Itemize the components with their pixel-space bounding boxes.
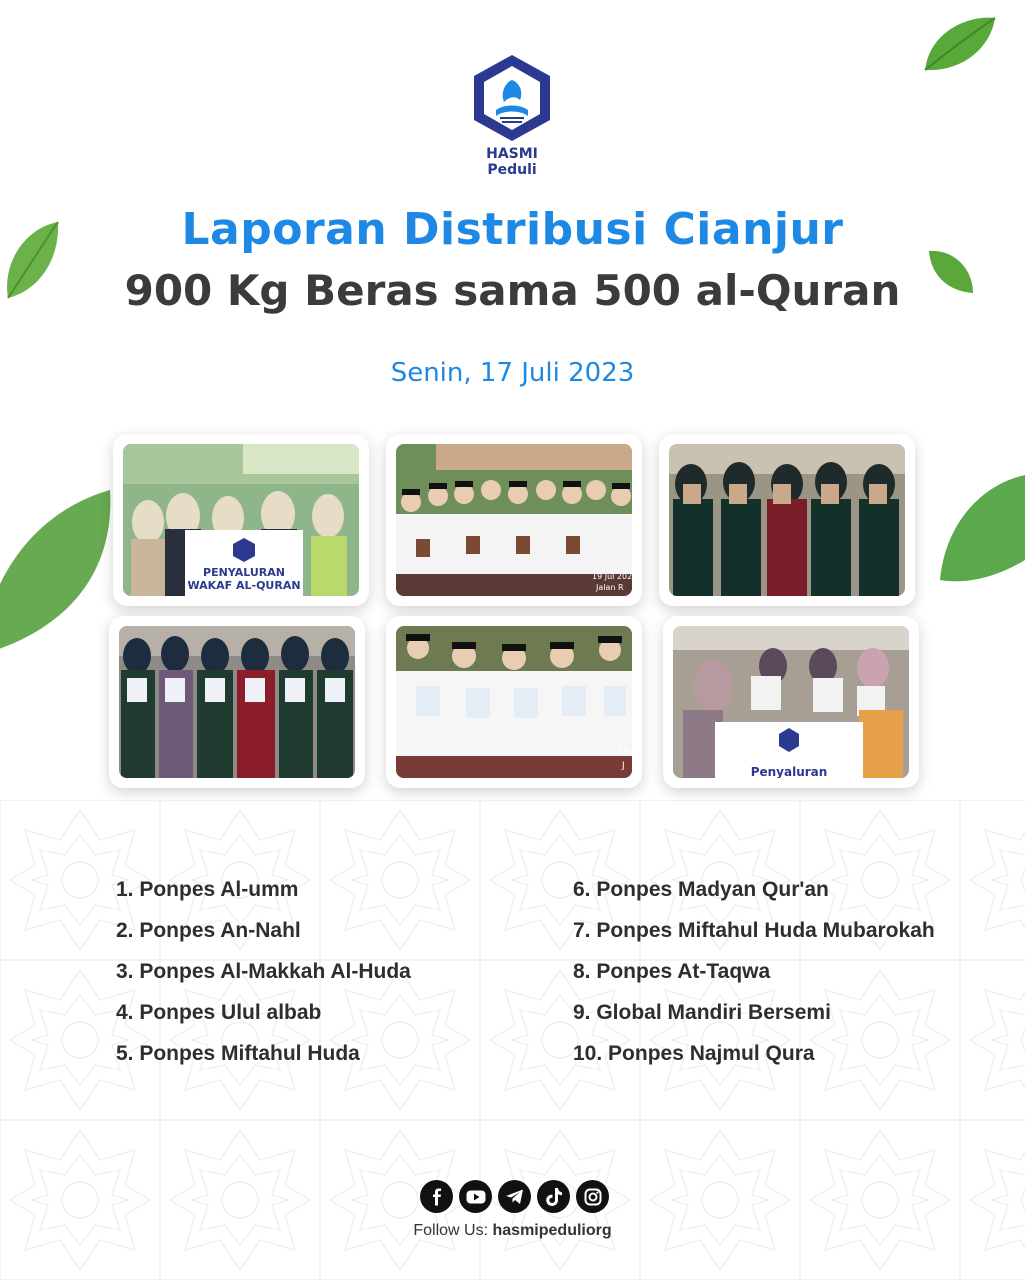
photo-1 xyxy=(113,434,369,606)
list-item: 4. Ponpes Ulul albab xyxy=(116,1001,322,1024)
photo-banner-text: WAKAF AL-QURAN xyxy=(187,579,301,592)
social-icons xyxy=(420,1180,610,1214)
photo-6 xyxy=(663,616,919,788)
photo-banner-text: Penyaluran xyxy=(750,765,828,778)
page-title: Laporan Distribusi Cianjur xyxy=(181,204,844,255)
recipients-list-left xyxy=(116,869,411,1074)
brand-name: HASMI Peduli xyxy=(486,146,538,178)
list-item: 2. Ponpes An-Nahl xyxy=(116,919,301,942)
logo-hexagon-icon xyxy=(470,52,554,144)
telegram-icon[interactable] xyxy=(498,1180,531,1213)
page-subtitle: 900 Kg Beras sama 500 al-Quran xyxy=(124,266,901,315)
photo-5 xyxy=(386,616,642,788)
photo-location: Jalan R xyxy=(596,583,624,592)
list-item: 5. Ponpes Miftahul Huda xyxy=(116,1042,360,1065)
photo-timestamp: 19 xyxy=(618,747,630,757)
photo-location: J xyxy=(622,761,625,771)
list-item: 8. Ponpes At-Taqwa xyxy=(573,960,771,983)
list-item: 7. Ponpes Miftahul Huda Mubarokah xyxy=(573,919,935,942)
social-handle[interactable]: hasmipeduliorg xyxy=(492,1222,612,1239)
photo-4 xyxy=(109,616,365,788)
photo-timestamp: 19 Jul 202 xyxy=(592,572,632,581)
report-date: Senin, 17 Juli 2023 xyxy=(390,358,635,388)
list-item: 10. Ponpes Najmul Qura xyxy=(573,1042,815,1065)
photo-3 xyxy=(659,434,915,606)
list-item: 9. Global Mandiri Bersemi xyxy=(573,1001,831,1024)
leaf-decoration xyxy=(930,470,1025,590)
recipients-list-right xyxy=(573,869,935,1074)
leaf-decoration xyxy=(0,480,120,660)
youtube-icon[interactable] xyxy=(459,1180,492,1213)
photo-banner-text: PENYALURAN xyxy=(203,566,285,579)
hasmi-peduli-logo xyxy=(462,52,562,178)
follow-label: Follow Us: xyxy=(413,1222,489,1239)
facebook-icon[interactable] xyxy=(420,1180,453,1213)
leaf-decoration xyxy=(920,10,1000,80)
follow-us-line xyxy=(0,1222,1025,1240)
tiktok-icon[interactable] xyxy=(537,1180,570,1213)
photo-2 xyxy=(386,434,642,606)
instagram-icon[interactable] xyxy=(576,1180,609,1213)
list-item: 3. Ponpes Al-Makkah Al-Huda xyxy=(116,960,411,983)
list-item: 6. Ponpes Madyan Qur'an xyxy=(573,878,829,901)
list-item: 1. Ponpes Al-umm xyxy=(116,878,299,901)
